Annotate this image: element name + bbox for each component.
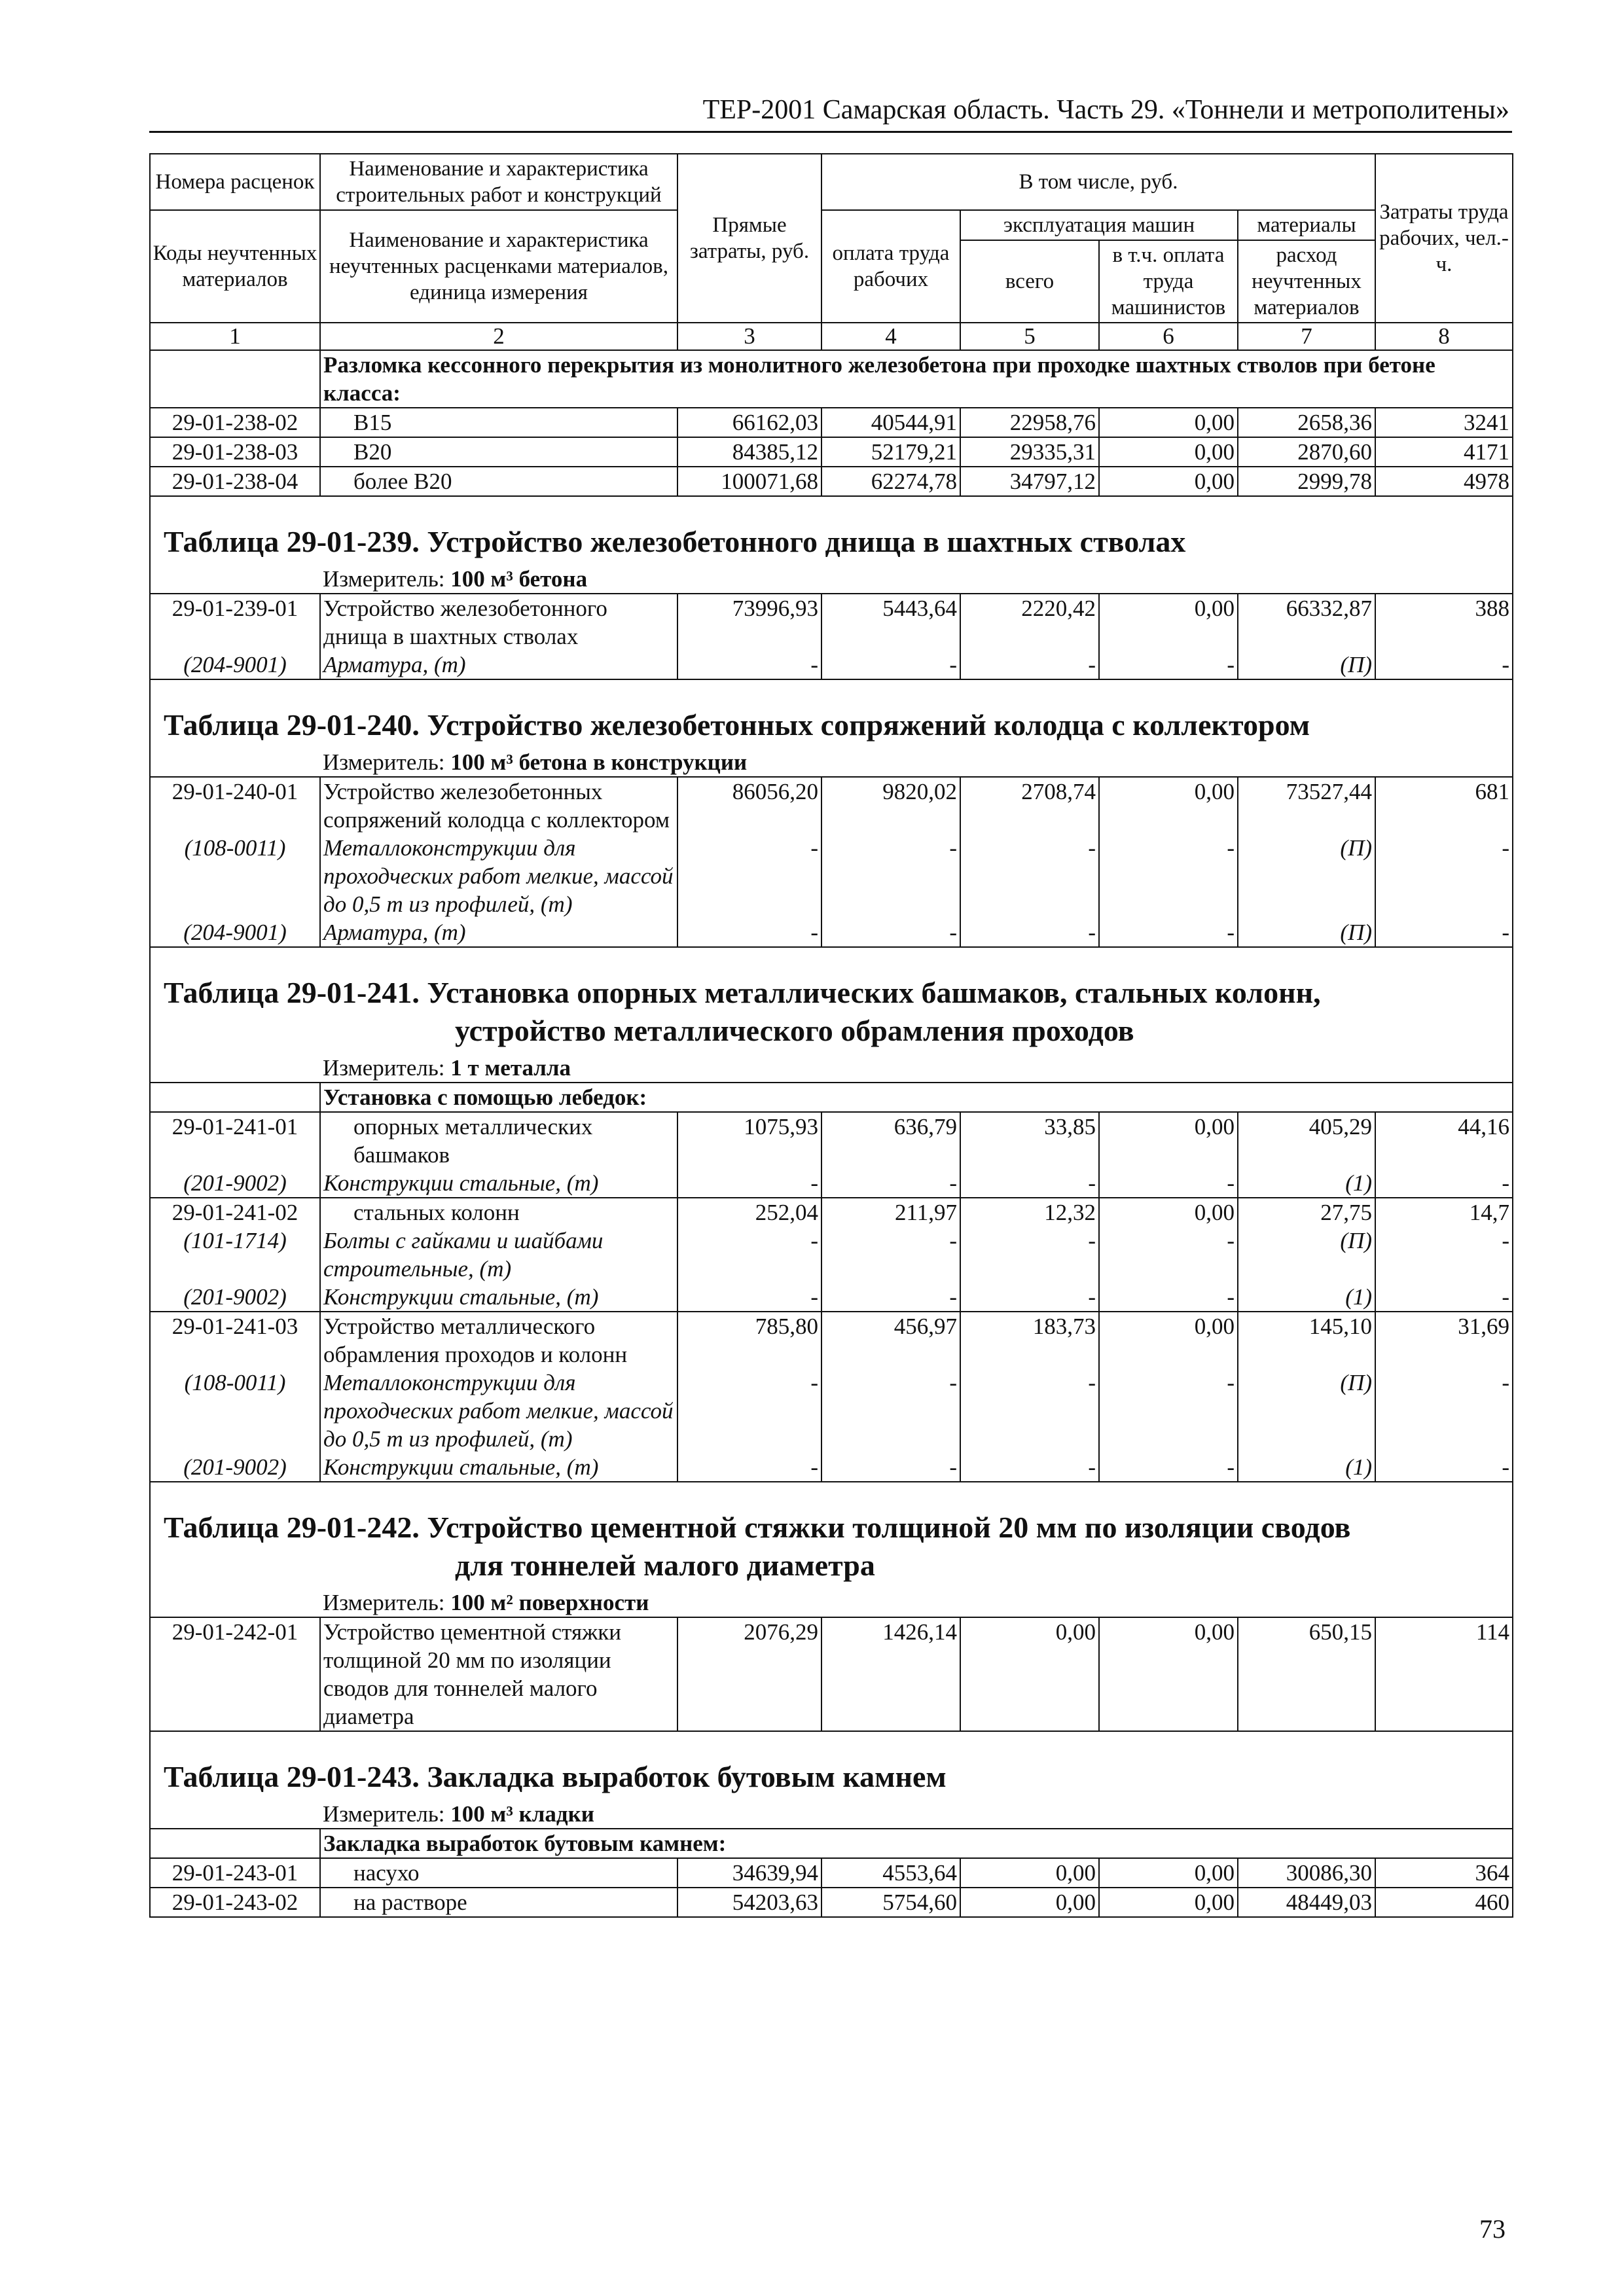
col-material-names-header: Наименование и характеристика неучтенных расценками материалов, единица измерения xyxy=(320,210,677,323)
section-heading-row xyxy=(150,1829,1513,1858)
direct-costs: 100071,68 xyxy=(677,467,821,496)
measure-label: Измеритель: xyxy=(323,1055,445,1081)
column-number: 4 xyxy=(821,323,960,350)
material-flag: (1) xyxy=(1238,1169,1375,1198)
table-row xyxy=(150,1617,1513,1731)
machines-total: 34797,12 xyxy=(960,467,1099,496)
workers-wages: 636,79 xyxy=(821,1112,960,1169)
dash-cell: - xyxy=(960,1227,1099,1283)
table-title xyxy=(150,947,1513,1054)
labor-hours: 31,69 xyxy=(1375,1312,1513,1369)
measure-row xyxy=(150,1588,1513,1617)
material-row xyxy=(150,1453,1513,1482)
material-flag: (1) xyxy=(1238,1453,1375,1482)
direct-costs: 252,04 xyxy=(677,1198,821,1227)
dash-cell: - xyxy=(960,1369,1099,1453)
column-number: 5 xyxy=(960,323,1099,350)
header-row-2 xyxy=(150,210,1513,240)
material-name: Арматура, (т) xyxy=(320,918,677,947)
rate-name: стальных колонн xyxy=(320,1198,677,1227)
machines-total: 22958,76 xyxy=(960,408,1099,437)
measure-value: 100 м² поверхности xyxy=(450,1590,649,1615)
direct-costs: 86056,20 xyxy=(677,777,821,834)
column-number: 3 xyxy=(677,323,821,350)
dash-cell: - xyxy=(1099,918,1238,947)
measure-unit xyxy=(320,1800,1513,1829)
dash-cell: - xyxy=(821,651,960,679)
measure-label: Измеритель: xyxy=(323,566,445,592)
table-row xyxy=(150,1198,1513,1227)
table-title xyxy=(150,1482,1513,1588)
measure-row xyxy=(150,1800,1513,1829)
materials-cost: 145,10 xyxy=(1238,1312,1375,1369)
dash-cell: - xyxy=(821,834,960,918)
table-title-row xyxy=(150,947,1513,1054)
dash-cell: - xyxy=(1375,1169,1513,1198)
labor-hours: 460 xyxy=(1375,1888,1513,1917)
rate-name: Устройство металлического обрамления проходов и колонн xyxy=(320,1312,677,1369)
price-table xyxy=(149,153,1513,1918)
table-title-row xyxy=(150,1731,1513,1800)
materials-cost: 66332,87 xyxy=(1238,594,1375,651)
rate-name: Устройство железобетонных сопряжений колодца с коллектором xyxy=(320,777,677,834)
workers-wages: 52179,21 xyxy=(821,437,960,467)
column-number: 2 xyxy=(320,323,677,350)
running-header-text: ТЕР-2001 Самарская область. Часть 29. «Тоннели и метрополитены» xyxy=(702,95,1509,125)
rate-name: Устройство железобетонного днища в шахтных стволах xyxy=(320,594,677,651)
material-row xyxy=(150,834,1513,918)
dash-cell: - xyxy=(677,1453,821,1482)
direct-costs: 73996,93 xyxy=(677,594,821,651)
material-flag: (П) xyxy=(1238,1227,1375,1283)
dash-cell: - xyxy=(1099,1369,1238,1453)
rate-name: В15 xyxy=(320,408,677,437)
dash-cell: - xyxy=(1099,1227,1238,1283)
table-row xyxy=(150,467,1513,496)
material-code: (204-9001) xyxy=(150,918,320,947)
column-numbers-row xyxy=(150,323,1513,350)
table-title: Таблица 29-01-239. Устройство железобетонного днища в шахтных стволах xyxy=(150,496,1513,565)
direct-costs: 785,80 xyxy=(677,1312,821,1369)
direct-costs: 84385,12 xyxy=(677,437,821,467)
operators-wages: 0,00 xyxy=(1099,594,1238,651)
measure-value: 100 м³ бетона в конструкции xyxy=(450,749,748,775)
dash-cell: - xyxy=(677,1169,821,1198)
dash-cell: - xyxy=(821,1227,960,1283)
dash-cell: - xyxy=(677,1369,821,1453)
rate-code: 29-01-238-03 xyxy=(150,437,320,467)
labor-hours: 3241 xyxy=(1375,408,1513,437)
dash-cell: - xyxy=(1375,834,1513,918)
rate-code: 29-01-239-01 xyxy=(150,594,320,651)
dash-cell: - xyxy=(821,1453,960,1482)
dash-cell: - xyxy=(960,1169,1099,1198)
material-name: Арматура, (т) xyxy=(320,651,677,679)
column-number: 8 xyxy=(1375,323,1513,350)
col-wages-header: оплата труда рабочих xyxy=(821,210,960,323)
rate-code: 29-01-243-01 xyxy=(150,1858,320,1888)
workers-wages: 9820,02 xyxy=(821,777,960,834)
dash-cell: - xyxy=(821,918,960,947)
material-code: (101-1714) xyxy=(150,1227,320,1283)
col-codes-header: Номера расценок xyxy=(150,154,320,210)
direct-costs: 66162,03 xyxy=(677,408,821,437)
workers-wages: 4553,64 xyxy=(821,1858,960,1888)
material-flag: (1) xyxy=(1238,1283,1375,1312)
rate-code: 29-01-241-01 xyxy=(150,1112,320,1169)
labor-hours: 14,7 xyxy=(1375,1198,1513,1227)
machines-total: 183,73 xyxy=(960,1312,1099,1369)
table-title-line-1: Таблица 29-01-242. Устройство цементной стяжки толщиной 20 мм по изоляции сводов xyxy=(164,1511,1351,1544)
materials-cost: 405,29 xyxy=(1238,1112,1375,1169)
column-number: 6 xyxy=(1099,323,1238,350)
operators-wages: 0,00 xyxy=(1099,1617,1238,1731)
rate-name: Устройство цементной стяжки толщиной 20 мм по изоляции сводов для тоннелей малого диаметра xyxy=(320,1617,677,1731)
machines-total: 29335,31 xyxy=(960,437,1099,467)
measure-value: 100 м³ бетона xyxy=(450,566,588,592)
table-row xyxy=(150,1888,1513,1917)
material-name: Болты с гайками и шайбами строительные, (т) xyxy=(320,1227,677,1283)
workers-wages: 1426,14 xyxy=(821,1617,960,1731)
material-code: (204-9001) xyxy=(150,651,320,679)
labor-hours: 4978 xyxy=(1375,467,1513,496)
measure-value: 100 м³ кладки xyxy=(450,1801,594,1827)
price-table-sheet xyxy=(149,153,1512,1918)
labor-hours: 681 xyxy=(1375,777,1513,834)
materials-cost: 2999,78 xyxy=(1238,467,1375,496)
rate-code: 29-01-238-04 xyxy=(150,467,320,496)
col-operators-wages-header: в т.ч. оплата труда машинистов xyxy=(1099,240,1238,323)
dash-cell: - xyxy=(960,834,1099,918)
material-row xyxy=(150,1169,1513,1198)
measure-label: Измеритель: xyxy=(323,749,445,775)
section-heading: Закладка выработок бутовым камнем: xyxy=(320,1829,1513,1858)
col-material-usage-header: расход неучтенных материалов xyxy=(1238,240,1375,323)
dash-cell: - xyxy=(677,1227,821,1283)
table-row xyxy=(150,777,1513,834)
dash-cell: - xyxy=(1099,1453,1238,1482)
dash-cell: - xyxy=(677,651,821,679)
rate-code: 29-01-241-03 xyxy=(150,1312,320,1369)
dash-cell: - xyxy=(1375,918,1513,947)
rate-code: 29-01-238-02 xyxy=(150,408,320,437)
direct-costs: 2076,29 xyxy=(677,1617,821,1731)
material-flag: (П) xyxy=(1238,834,1375,918)
page-number: 73 xyxy=(1479,2214,1506,2244)
operators-wages: 0,00 xyxy=(1099,1198,1238,1227)
dash-cell: - xyxy=(1375,651,1513,679)
table-title: Таблица 29-01-240. Устройство железобетонных сопряжений колодца с коллектором xyxy=(150,679,1513,748)
operators-wages: 0,00 xyxy=(1099,467,1238,496)
material-name: Конструкции стальные, (т) xyxy=(320,1169,677,1198)
measure-value: 1 т металла xyxy=(450,1055,571,1081)
section-heading: Разломка кессонного перекрытия из монолитного железобетона при проходке шахтных стволов при бетоне класса: xyxy=(320,350,1513,408)
material-name: Конструкции стальные, (т) xyxy=(320,1283,677,1312)
dash-cell: - xyxy=(821,1283,960,1312)
dash-cell: - xyxy=(1375,1227,1513,1283)
material-code: (201-9002) xyxy=(150,1283,320,1312)
col-material-codes-header: Коды неучтенных материалов xyxy=(150,210,320,323)
material-row xyxy=(150,1283,1513,1312)
rate-code: 29-01-240-01 xyxy=(150,777,320,834)
table-row xyxy=(150,1312,1513,1369)
operators-wages: 0,00 xyxy=(1099,777,1238,834)
material-code: (201-9002) xyxy=(150,1169,320,1198)
workers-wages: 40544,91 xyxy=(821,408,960,437)
measure-unit xyxy=(320,1588,1513,1617)
col-name-header: Наименование и характеристика строительных работ и конструкций xyxy=(320,154,677,210)
rate-code: 29-01-242-01 xyxy=(150,1617,320,1731)
operators-wages: 0,00 xyxy=(1099,437,1238,467)
labor-hours: 114 xyxy=(1375,1617,1513,1731)
operators-wages: 0,00 xyxy=(1099,1888,1238,1917)
dash-cell: - xyxy=(1099,651,1238,679)
machines-total: 0,00 xyxy=(960,1617,1099,1731)
material-row xyxy=(150,918,1513,947)
dash-cell: - xyxy=(1375,1369,1513,1453)
column-number: 1 xyxy=(150,323,320,350)
dash-cell: - xyxy=(1375,1283,1513,1312)
col-including-header: В том числе, руб. xyxy=(821,154,1375,210)
measure-row xyxy=(150,565,1513,594)
section-heading-row xyxy=(150,350,1513,408)
materials-cost: 650,15 xyxy=(1238,1617,1375,1731)
machines-total: 12,32 xyxy=(960,1198,1099,1227)
col-machines-header: эксплуатация машин xyxy=(960,210,1238,240)
dash-cell: - xyxy=(821,1169,960,1198)
table-title-row xyxy=(150,1482,1513,1588)
material-flag: (П) xyxy=(1238,651,1375,679)
running-header xyxy=(149,92,1512,133)
dash-cell: - xyxy=(960,1453,1099,1482)
measure-unit xyxy=(320,565,1513,594)
operators-wages: 0,00 xyxy=(1099,1312,1238,1369)
col-direct-costs-header: Прямые затраты, руб. xyxy=(677,154,821,323)
measure-row xyxy=(150,748,1513,777)
section-heading-row xyxy=(150,1083,1513,1112)
rate-name: насухо xyxy=(320,1858,677,1888)
material-row xyxy=(150,1369,1513,1453)
materials-cost: 48449,03 xyxy=(1238,1888,1375,1917)
col-machines-total-header: всего xyxy=(960,240,1099,323)
rate-code: 29-01-241-02 xyxy=(150,1198,320,1227)
operators-wages: 0,00 xyxy=(1099,1858,1238,1888)
labor-hours: 44,16 xyxy=(1375,1112,1513,1169)
table-row xyxy=(150,1112,1513,1169)
material-name: Металлоконструкции для проходческих работ мелкие, массой до 0,5 т из профилей, (т) xyxy=(320,1369,677,1453)
measure-unit xyxy=(320,748,1513,777)
header-row-1 xyxy=(150,154,1513,210)
table-row xyxy=(150,408,1513,437)
dash-cell: - xyxy=(1099,1283,1238,1312)
material-name: Металлоконструкции для проходческих работ мелкие, массой до 0,5 т из профилей, (т) xyxy=(320,834,677,918)
material-name: Конструкции стальные, (т) xyxy=(320,1453,677,1482)
dash-cell: - xyxy=(821,1369,960,1453)
rate-name: В20 xyxy=(320,437,677,467)
table-title-row xyxy=(150,496,1513,565)
table-title-line-1: Таблица 29-01-241. Установка опорных металлических башмаков, стальных колонн, xyxy=(164,976,1321,1009)
direct-costs: 1075,93 xyxy=(677,1112,821,1169)
operators-wages: 0,00 xyxy=(1099,408,1238,437)
machines-total: 0,00 xyxy=(960,1888,1099,1917)
table-row xyxy=(150,594,1513,651)
table-row xyxy=(150,1858,1513,1888)
table-title-line-2: устройство металлического обрамления проходов xyxy=(455,1014,1134,1047)
measure-row xyxy=(150,1054,1513,1083)
workers-wages: 5754,60 xyxy=(821,1888,960,1917)
dash-cell: - xyxy=(1099,1169,1238,1198)
material-flag: (П) xyxy=(1238,1369,1375,1453)
materials-cost: 2658,36 xyxy=(1238,408,1375,437)
machines-total: 2708,74 xyxy=(960,777,1099,834)
dash-cell: - xyxy=(1099,834,1238,918)
table-title-line-2: для тоннелей малого диаметра xyxy=(455,1549,875,1582)
material-code: (108-0011) xyxy=(150,1369,320,1453)
rate-name: опорных металлических башмаков xyxy=(320,1112,677,1169)
dash-cell: - xyxy=(960,651,1099,679)
column-number: 7 xyxy=(1238,323,1375,350)
material-row xyxy=(150,1227,1513,1283)
materials-cost: 30086,30 xyxy=(1238,1858,1375,1888)
rate-code: 29-01-243-02 xyxy=(150,1888,320,1917)
measure-label: Измеритель: xyxy=(323,1801,445,1827)
materials-cost: 2870,60 xyxy=(1238,437,1375,467)
rate-name: на растворе xyxy=(320,1888,677,1917)
direct-costs: 34639,94 xyxy=(677,1858,821,1888)
col-labor-hours-header: Затраты труда рабочих, чел.-ч. xyxy=(1375,154,1513,323)
measure-label: Измеритель: xyxy=(323,1590,445,1615)
dash-cell: - xyxy=(1375,1453,1513,1482)
dash-cell: - xyxy=(960,1283,1099,1312)
workers-wages: 62274,78 xyxy=(821,467,960,496)
labor-hours: 388 xyxy=(1375,594,1513,651)
dash-cell: - xyxy=(677,834,821,918)
machines-total: 2220,42 xyxy=(960,594,1099,651)
table-title: Таблица 29-01-243. Закладка выработок бутовым камнем xyxy=(150,1731,1513,1800)
machines-total: 0,00 xyxy=(960,1858,1099,1888)
dash-cell: - xyxy=(677,918,821,947)
materials-cost: 73527,44 xyxy=(1238,777,1375,834)
table-title-row xyxy=(150,679,1513,748)
rate-name: более В20 xyxy=(320,467,677,496)
workers-wages: 456,97 xyxy=(821,1312,960,1369)
material-row xyxy=(150,651,1513,679)
direct-costs: 54203,63 xyxy=(677,1888,821,1917)
material-flag: (П) xyxy=(1238,918,1375,947)
measure-unit xyxy=(320,1054,1513,1083)
col-materials-header: материалы xyxy=(1238,210,1375,240)
workers-wages: 211,97 xyxy=(821,1198,960,1227)
materials-cost: 27,75 xyxy=(1238,1198,1375,1227)
dash-cell: - xyxy=(960,918,1099,947)
workers-wages: 5443,64 xyxy=(821,594,960,651)
machines-total: 33,85 xyxy=(960,1112,1099,1169)
material-code: (201-9002) xyxy=(150,1453,320,1482)
table-row xyxy=(150,437,1513,467)
operators-wages: 0,00 xyxy=(1099,1112,1238,1169)
material-code: (108-0011) xyxy=(150,834,320,918)
labor-hours: 364 xyxy=(1375,1858,1513,1888)
labor-hours: 4171 xyxy=(1375,437,1513,467)
section-heading: Установка с помощью лебедок: xyxy=(320,1083,1513,1112)
dash-cell: - xyxy=(677,1283,821,1312)
